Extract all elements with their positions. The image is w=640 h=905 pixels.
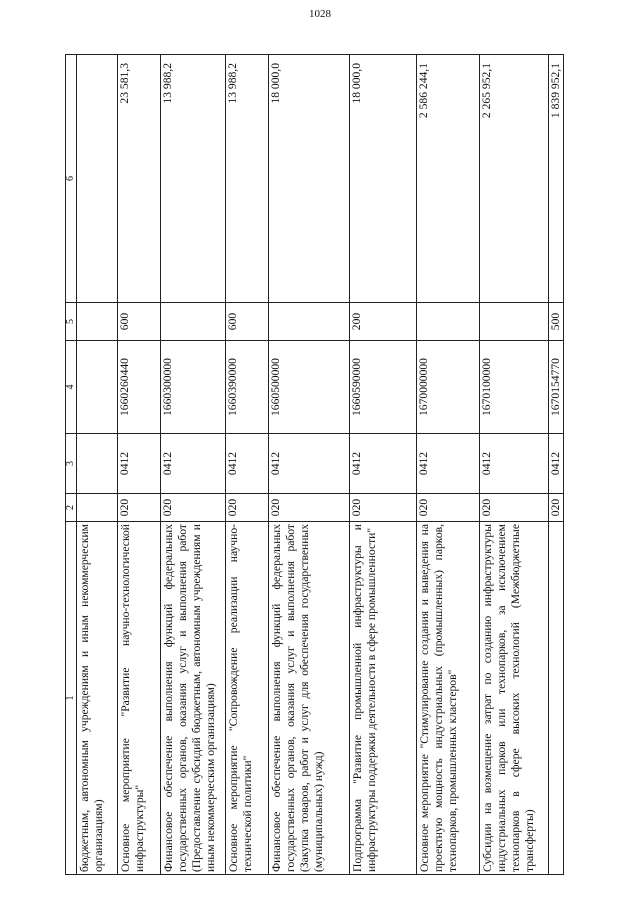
- row-section: 0412: [417, 434, 480, 494]
- header-col-1: 1: [66, 522, 77, 875]
- row-section: 0412: [350, 434, 417, 494]
- row-target: 1660500000: [269, 341, 350, 434]
- row-name: Финансовое обеспечение выполнения функций федеральных государственных органов, оказания услуг и выполнения работ (Закупка товаров, работ и услуг для обеспечения государственных (муниципальных) нужд): [269, 522, 350, 875]
- row-type: [269, 303, 350, 341]
- row-name: [549, 522, 564, 875]
- header-col-3: 3: [66, 434, 77, 494]
- row-section: 0412: [269, 434, 350, 494]
- row-section: 0412: [118, 434, 161, 494]
- row-type: 500: [549, 303, 564, 341]
- row-amount: [77, 55, 118, 303]
- header-col-6: 6: [66, 55, 77, 303]
- row-target: 1660390000: [226, 341, 269, 434]
- table-row: [350, 55, 417, 875]
- header-col-4: 4: [66, 341, 77, 434]
- row-name: бюджетным, автономным учреждениям и иным некоммерческим организациям): [77, 522, 118, 875]
- row-target: 1670100000: [480, 341, 549, 434]
- row-target: 1660590000: [350, 341, 417, 434]
- row-amount: 1 839 952,1: [549, 55, 564, 303]
- row-name: Основное мероприятие "Сопровождение реализации научно-технической политики": [226, 522, 269, 875]
- row-ministry: 020: [480, 494, 549, 522]
- header-col-2: 2: [66, 494, 77, 522]
- row-ministry: 020: [269, 494, 350, 522]
- row-target: 1670154770: [549, 341, 564, 434]
- row-type: [161, 303, 226, 341]
- row-type: [480, 303, 549, 341]
- row-type: 600: [226, 303, 269, 341]
- page-number: 1028: [309, 8, 331, 20]
- row-ministry: 020: [417, 494, 480, 522]
- row-amount: 18 000,0: [269, 55, 350, 303]
- header-col-5: 5: [66, 303, 77, 341]
- row-target: 1660260440: [118, 341, 161, 434]
- row-ministry: 020: [350, 494, 417, 522]
- table-row: [226, 55, 269, 875]
- row-name: Основное мероприятие "Развитие научно-технологической инфраструктуры": [118, 522, 161, 875]
- row-name: Финансовое обеспечение выполнения функций федеральных государственных органов, оказания услуг и выполнения работ (Предоставление субсидий бюджетным, автономным учреждениям и иным некоммерческим организациям): [161, 522, 226, 875]
- table-row: [77, 55, 118, 875]
- rotated-table-container: [65, 55, 577, 875]
- row-ministry: [77, 494, 118, 522]
- row-type: [417, 303, 480, 341]
- row-amount: 2 586 244,1: [417, 55, 480, 303]
- row-amount: 23 581,3: [118, 55, 161, 303]
- row-section: 0412: [480, 434, 549, 494]
- row-type: [77, 303, 118, 341]
- row-name: Основное мероприятие "Стимулирование создания и выведения на проектную мощность индустриальных (промышленных) парков, технопарков, промышленных кластеров": [417, 522, 480, 875]
- row-amount: 13 988,2: [161, 55, 226, 303]
- table-row: [161, 55, 226, 875]
- row-section: 0412: [161, 434, 226, 494]
- row-amount: 18 000,0: [350, 55, 417, 303]
- row-target: 1670000000: [417, 341, 480, 434]
- budget-table: [65, 54, 564, 875]
- row-target: 1660300000: [161, 341, 226, 434]
- row-amount: 2 265 952,1: [480, 55, 549, 303]
- row-amount: 13 988,2: [226, 55, 269, 303]
- row-section: 0412: [549, 434, 564, 494]
- row-target: [77, 341, 118, 434]
- table-header-row: [66, 55, 77, 875]
- row-section: [77, 434, 118, 494]
- table-row: [269, 55, 350, 875]
- row-ministry: 020: [118, 494, 161, 522]
- row-type: 200: [350, 303, 417, 341]
- row-name: Подпрограмма "Развитие промышленной инфраструктуры и инфраструктуры поддержки деятельности в сфере промышленности": [350, 522, 417, 875]
- table-row: [480, 55, 549, 875]
- row-type: 600: [118, 303, 161, 341]
- row-ministry: 020: [161, 494, 226, 522]
- row-name: Субсидии на возмещение затрат по созданию инфраструктуры индустриальных парков или технопарков, за исключением технопарков в сфере высоких технологий (Межбюджетные трансферты): [480, 522, 549, 875]
- table-row: [118, 55, 161, 875]
- row-ministry: 020: [226, 494, 269, 522]
- table-row: [417, 55, 480, 875]
- row-ministry: 020: [549, 494, 564, 522]
- table-row: [549, 55, 564, 875]
- row-section: 0412: [226, 434, 269, 494]
